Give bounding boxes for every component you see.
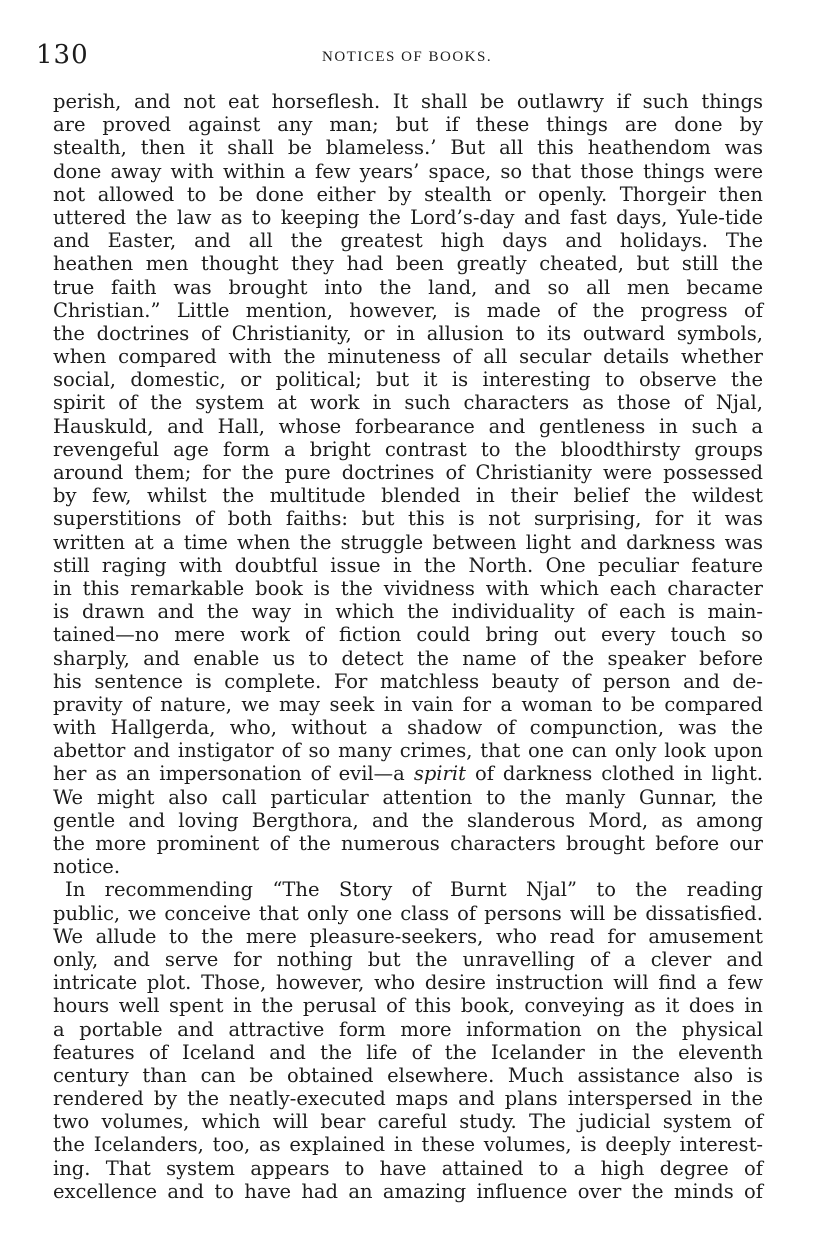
- text-line: with Hallgerda, who, without a shadow of compunction, was the: [53, 716, 763, 740]
- page-header: [36, 40, 776, 74]
- text-line: is drawn and the way in which the individuality of each is main-: [53, 600, 763, 624]
- running-head: NOTICES OF BOOKS.: [322, 49, 493, 65]
- paragraph: [53, 90, 763, 878]
- text-line: revengeful age form a bright contrast to the bloodthirsty groups: [53, 437, 763, 461]
- text-line: century than can be obtained elsewhere. Much assistance also is: [53, 1063, 763, 1087]
- paragraph: [53, 878, 763, 1203]
- text-line: pravity of nature, we may seek in vain for a woman to be compared: [53, 692, 763, 716]
- text-line: are proved against any man; but if these things are done by: [53, 113, 763, 137]
- text-line: heathen men thought they had been greatly cheated, but still the: [53, 252, 763, 276]
- text-segment: her as an impersonation of evil—a: [53, 762, 414, 786]
- text-line: and Easter, and all the greatest high days and holidays. The: [53, 229, 763, 253]
- text-line: written at a time when the struggle between light and darkness was: [53, 530, 763, 554]
- text-line: a portable and attractive form more information on the physical: [53, 1017, 763, 1041]
- body-text: [53, 90, 763, 1203]
- text-line: rendered by the neatly-executed maps and plans interspersed in the: [53, 1087, 763, 1111]
- italic-word: spirit: [413, 762, 466, 786]
- text-line: true faith was brought into the land, and so all men became: [53, 275, 763, 299]
- text-line: [53, 762, 763, 785]
- text-line: his sentence is complete. For matchless beauty of person and de-: [53, 669, 763, 693]
- text-line: the doctrines of Christianity, or in allusion to its outward symbols,: [53, 321, 763, 345]
- text-line: in this remarkable book is the vividness with which each character: [53, 576, 763, 600]
- text-line: public, we conceive that only one class of persons will be dissatisfied.: [53, 901, 763, 925]
- text-line: not allowed to be done either by stealth or openly. Thorgeir then: [53, 182, 763, 206]
- text-line: the Icelanders, too, as explained in these volumes, is deeply interest-: [53, 1133, 763, 1157]
- text-line: still raging with doubtful issue in the North. One peculiar feature: [53, 553, 763, 577]
- text-line: around them; for the pure doctrines of Christianity were possessed: [53, 461, 763, 484]
- text-line: ing. That system appears to have attained to a high degree of: [53, 1156, 763, 1180]
- text-line: gentle and loving Bergthora, and the slanderous Mord, as among: [53, 808, 763, 832]
- text-line: notice.: [53, 855, 121, 879]
- text-line: We allude to the mere pleasure-seekers, who read for amusement: [53, 924, 763, 948]
- text-line: by few, whilst the multitude blended in their belief the wildest: [53, 484, 763, 508]
- text-line: sharply, and enable us to detect the name of the speaker before: [53, 646, 763, 670]
- text-line: stealth, then it shall be blameless.’ But all this heathendom was: [53, 136, 763, 160]
- text-line: superstitions of both faiths: but this is not surprising, for it was: [53, 507, 763, 531]
- text-segment: of darkness clothed in light.: [465, 762, 763, 786]
- text-line: two volumes, which will bear careful study. The judicial system of: [53, 1110, 763, 1134]
- page-number: 130: [36, 40, 89, 70]
- text-line: Christian.” Little mention, however, is made of the progress of: [53, 298, 763, 322]
- text-line: only, and serve for nothing but the unravelling of a clever and: [53, 947, 763, 971]
- text-line: perish, and not eat horseflesh. It shall be outlawry if such things: [53, 90, 763, 113]
- text-line: uttered the law as to keeping the Lord’s-day and fast days, Yule-tide: [53, 205, 763, 229]
- text-line: features of Iceland and the life of the Icelander in the eleventh: [53, 1040, 763, 1064]
- text-line: spirit of the system at work in such characters as those of Njal,: [53, 391, 763, 415]
- text-line: the more prominent of the numerous characters brought before our: [53, 832, 763, 855]
- text-line: tained—no mere work of fiction could bring out every touch so: [53, 623, 763, 647]
- text-line: We might also call particular attention to the manly Gunnar, the: [53, 785, 763, 809]
- text-line: excellence and to have had an amazing influence over the minds of: [53, 1179, 763, 1203]
- text-line: Hauskuld, and Hall, whose forbearance and gentleness in such a: [53, 414, 763, 438]
- text-line: when compared with the minuteness of all secular details whether: [53, 345, 763, 369]
- text-line: social, domestic, or political; but it is interesting to observe the: [53, 368, 763, 392]
- text-line: intricate plot. Those, however, who desire instruction will find a few: [53, 971, 763, 995]
- text-line: done away with within a few years’ space, so that those things were: [53, 159, 763, 183]
- text-line: abettor and instigator of so many crimes, that one can only look upon: [53, 739, 763, 763]
- text-line: In recommending “The Story of Burnt Njal” to the reading: [65, 878, 763, 902]
- text-line: hours well spent in the perusal of this book, conveying as it does in: [53, 994, 763, 1018]
